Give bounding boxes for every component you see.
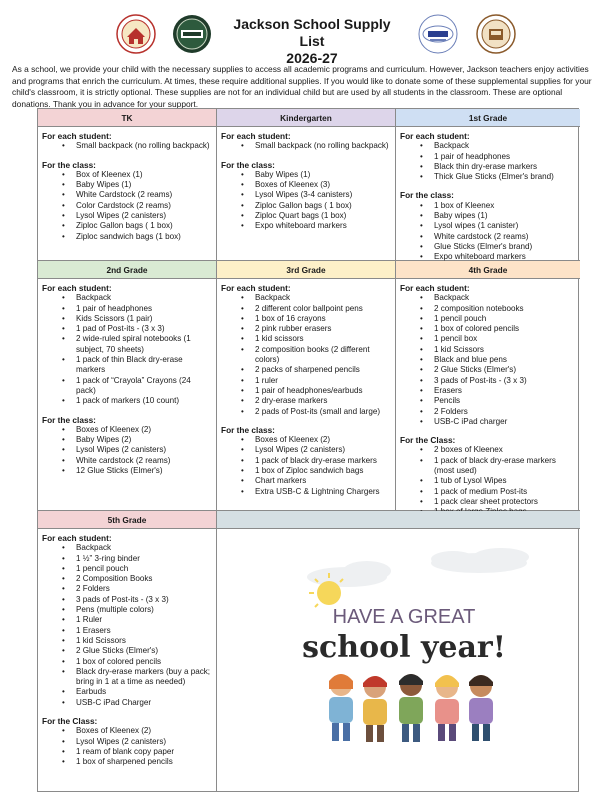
supply-item: • 1 Ruler: [42, 615, 212, 625]
supply-item: • 2 pink rubber erasers: [221, 324, 391, 334]
student-section-heading: For each student:: [42, 131, 112, 141]
grade-cell-tk: [38, 127, 217, 261]
supply-item: • Chart markers: [221, 476, 391, 486]
supply-item: • Baby wipes (1): [400, 211, 576, 221]
grade-header-tk: TK: [38, 109, 217, 127]
supply-item: • 1 box of Ziploc sandwich bags: [221, 466, 391, 476]
class-section-heading: For the Class:: [42, 716, 98, 727]
supply-item: • Glue Sticks (Elmer's brand): [400, 242, 576, 252]
supply-item: • 1 pack of black dry-erase markers (most used): [400, 456, 576, 477]
supply-item: • Small backpack (no rolling backpack): [42, 141, 212, 151]
class-supply-list: [400, 445, 576, 517]
student-supply-list: [42, 141, 212, 151]
page-title: [222, 16, 402, 67]
supply-item: • Lysol Wipes (3-4 canisters): [221, 190, 391, 200]
supply-item: • 1 kid Scissors: [42, 636, 212, 646]
page-header: [0, 0, 610, 66]
class-supply-list: [400, 201, 576, 263]
supply-item: • 1 pair of headphones: [42, 304, 212, 314]
children-illustration: [329, 674, 493, 742]
student-section-heading: For each student:: [221, 131, 291, 141]
supply-item: • 1 pack of markers (10 count): [42, 396, 212, 406]
class-section-heading: For the class:: [400, 190, 454, 201]
grade-cell-5th: [38, 529, 217, 791]
school-seal-logo: [116, 14, 156, 54]
supply-item: • 1 pack of “Crayola” Crayons (24 pack): [42, 376, 212, 397]
class-supply-list: [42, 726, 212, 767]
student-supply-list: [42, 293, 212, 406]
supply-item: • 3 pads of Post-its - (3 x 3): [42, 595, 212, 605]
grade-cell-2nd: [38, 279, 217, 511]
supply-item: • White cardstock (2 reams): [42, 456, 212, 466]
supply-item: • 3 pads of Post-its - (3 x 3): [400, 376, 576, 386]
supply-item: • 2 pads of Post-its (small and large): [221, 407, 391, 417]
supply-item: • 1 Erasers: [42, 626, 212, 636]
supply-item: • 2 Glue Sticks (Elmer's): [42, 646, 212, 656]
student-supply-list: [400, 293, 576, 427]
class-section-heading: For the class:: [42, 414, 96, 425]
student-section-heading: For each student:: [42, 533, 112, 543]
supply-item: • Pencils: [400, 396, 576, 406]
supply-item: • Baby Wipes (1): [42, 180, 212, 190]
grade-cell-3rd: [217, 279, 396, 511]
class-supply-list: [221, 435, 391, 497]
title-line-2: 2026-27: [286, 50, 338, 66]
supply-item: • 2 Folders: [400, 407, 576, 417]
supply-item: • 1 ruler: [221, 376, 391, 386]
supply-item: • Backpack: [400, 293, 576, 303]
supply-item: • Boxes of Kleenex (3): [221, 180, 391, 190]
supply-item: • Baby Wipes (2): [42, 435, 212, 445]
supply-item: • 1 box of 16 crayons: [221, 314, 391, 324]
supply-item: • 12 Glue Sticks (Elmer's): [42, 466, 212, 476]
supply-item: • 1 box of Kleenex: [400, 201, 576, 211]
grade-header-2nd: 2nd Grade: [38, 261, 217, 279]
greeting-line-2: school year!: [302, 630, 506, 665]
supply-item: • Boxes of Kleenex (2): [42, 425, 212, 435]
supply-item: • Ziploc sandwich bags (1 box): [42, 232, 212, 242]
grade-header-4th: 4th Grade: [396, 261, 580, 279]
class-section-heading: For the class:: [42, 159, 96, 170]
supply-item: • Lysol Wipes (2 canisters): [42, 211, 212, 221]
supply-item: • Thick Glue Sticks (Elmer's brand): [400, 172, 576, 182]
supply-item: • 2 Glue Sticks (Elmer's): [400, 365, 576, 375]
student-section-heading: For each student:: [42, 283, 112, 293]
supply-item: • 1 kid scissors: [221, 334, 391, 344]
supply-item: • White Cardstock (2 reams): [42, 190, 212, 200]
supply-item: • Backpack: [400, 141, 576, 151]
class-section-heading: For the class:: [221, 424, 275, 435]
supply-item: • 2 Composition Books: [42, 574, 212, 584]
supply-item: • 2 wide-ruled spiral notebooks (1 subject, 70 sheets): [42, 334, 212, 355]
supply-item: • Black and blue pens: [400, 355, 576, 365]
intro-paragraph: As a school, we provide your child with the necessary supplies to access all academic programs and curriculum. However, Jackson teachers enjoy activities and programs that enrich the curriculum. At times, these require additional supplies. If you would like to donate some of these supplemental supplies for your child's classroom, it is strictly optional. These supplies are not for an individual child but are used by all students in the classroom. These are optional donations. Thank you in advance for your support.: [12, 64, 592, 109]
supply-item: • Small backpack (no rolling backpack): [221, 141, 391, 151]
student-supply-list: [400, 141, 576, 182]
grade-cell-1st: [396, 127, 580, 261]
supply-item: • USB-C iPad charger: [400, 417, 576, 427]
supply-item: • Erasers: [400, 386, 576, 396]
supply-item: • USB-C iPad Charger: [42, 698, 212, 708]
supply-item: • 1 box of sharpened pencils: [42, 757, 212, 767]
district-seal-logo: [476, 14, 516, 54]
supply-item: • 1 ½” 3-ring binder: [42, 554, 212, 564]
school-year-illustration: [217, 529, 580, 791]
student-supply-list: [221, 293, 391, 417]
supply-item: • Extra USB-C & Lightning Chargers: [221, 487, 391, 497]
supply-item: • Expo whiteboard markers: [221, 221, 391, 231]
class-supply-list: [221, 170, 391, 232]
supply-item: • Box of Kleenex (1): [42, 170, 212, 180]
supply-item: • 2 packs of sharpened pencils: [221, 365, 391, 375]
supply-item: • Black thin dry-erase markers: [400, 162, 576, 172]
supply-item: • Ziploc Gallon bags ( 1 box): [42, 221, 212, 231]
greeting-line-1: HAVE A GREAT: [332, 606, 476, 628]
supply-item: • Ziploc Quart bags (1 box): [221, 211, 391, 221]
supply-item: • Pens (multiple colors): [42, 605, 212, 615]
class-section-heading: For the Class:: [400, 435, 456, 446]
student-supply-list: [221, 141, 391, 151]
supply-item: • 1 pack clear sheet protectors: [400, 497, 576, 507]
grade-header-3rd: 3rd Grade: [217, 261, 396, 279]
grade-cell-4th: [396, 279, 580, 511]
supply-item: • Backpack: [42, 543, 212, 553]
supply-item: • Lysol Wipes (2 canisters): [42, 737, 212, 747]
grade-header-5th: 5th Grade: [38, 511, 217, 529]
supply-table: [37, 108, 579, 792]
class-supply-list: [42, 170, 212, 242]
title-line-1: Jackson School Supply List: [233, 16, 391, 49]
supply-item: • 1 ream of blank copy paper: [42, 747, 212, 757]
supply-item: • Expo whiteboard markers: [400, 252, 576, 262]
supply-item: • 2 dry-erase markers: [221, 396, 391, 406]
supply-item: • 2 boxes of Kleenex: [400, 445, 576, 455]
grade-header-kindergarten: Kindergarten: [217, 109, 396, 127]
supply-item: • Boxes of Kleenex (2): [42, 726, 212, 736]
supply-item: • 1 pencil box: [400, 334, 576, 344]
supply-item: • Black dry-erase markers (buy a pack; bring in 1 at a time as needed): [42, 667, 212, 688]
supply-item: • 1 pack of black dry-erase markers: [221, 456, 391, 466]
blank-header: [217, 511, 580, 529]
supply-item: • Kids Scissors (1 pair): [42, 314, 212, 324]
supply-item: • Earbuds: [42, 687, 212, 697]
supply-item: • 1 pair of headphones/earbuds: [221, 386, 391, 396]
supply-item: • 1 pad of Post-its - (3 x 3): [42, 324, 212, 334]
supply-item: • Boxes of Kleenex (2): [221, 435, 391, 445]
avid-logo: [418, 14, 458, 54]
supply-item: • 1 box of colored pencils: [400, 324, 576, 334]
supply-item: • Lysol Wipes (2 canisters): [42, 445, 212, 455]
supply-item: • 1 pair of headphones: [400, 152, 576, 162]
supply-item: • Baby Wipes (1): [221, 170, 391, 180]
supply-item: • 1 pencil pouch: [42, 564, 212, 574]
student-section-heading: For each student:: [400, 131, 470, 141]
supply-item: • 1 tub of Lysol Wipes: [400, 476, 576, 486]
student-section-heading: For each student:: [221, 283, 291, 293]
grade-header-1st: 1st Grade: [396, 109, 580, 127]
student-section-heading: For each student:: [400, 283, 470, 293]
supply-item: • 2 composition books (2 different colors): [221, 345, 391, 366]
supply-item: • Ziploc Gallon bags ( 1 box): [221, 201, 391, 211]
supply-item: • 2 Folders: [42, 584, 212, 594]
student-supply-list: [42, 543, 212, 708]
supply-item: • Backpack: [221, 293, 391, 303]
supply-item: • 1 pencil pouch: [400, 314, 576, 324]
supply-item: • 1 box of colored pencils: [42, 657, 212, 667]
supply-item: • White cardstock (2 reams): [400, 232, 576, 242]
class-supply-list: [42, 425, 212, 476]
supply-item: • 2 different color ballpoint pens: [221, 304, 391, 314]
grade-cell-kindergarten: [217, 127, 396, 261]
class-section-heading: For the class:: [221, 159, 275, 170]
supply-item: • Backpack: [42, 293, 212, 303]
supply-item: • 1 pack of thin Black dry-erase markers: [42, 355, 212, 376]
supply-item: • Lysol wipes (1 canister): [400, 221, 576, 231]
supply-item: • 1 pack of medium Post-its: [400, 487, 576, 497]
supply-item: • 1 kid Scissors: [400, 345, 576, 355]
supply-item: • Lysol Wipes (2 canisters): [221, 445, 391, 455]
supply-item: • 2 composition notebooks: [400, 304, 576, 314]
jets-logo: [172, 14, 212, 54]
supply-item: • Color Cardstock (2 reams): [42, 201, 212, 211]
